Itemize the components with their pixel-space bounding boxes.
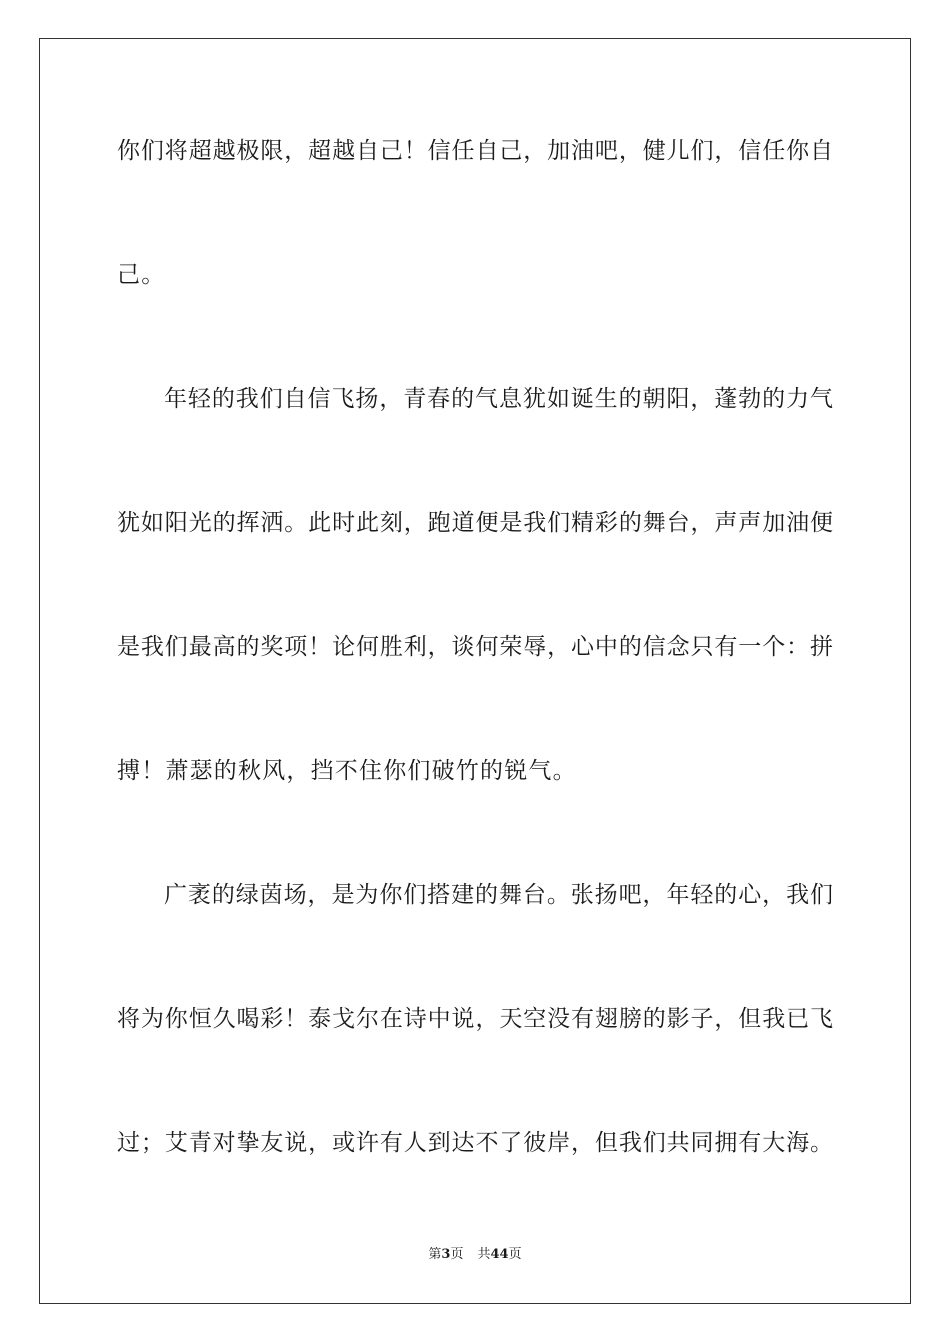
current-page-number: 3: [441, 1247, 451, 1262]
paragraph-2-line-3: 是我们最高的奖项！论何胜利，谈何荣辱，心中的信念只有一个：拼: [117, 634, 833, 660]
page-prefix: 第: [428, 1247, 442, 1262]
paragraph-3-line-2: 将为你恒久喝彩！泰戈尔在诗中说，天空没有翅膀的影子，但我已飞: [117, 1006, 833, 1032]
total-suffix: 页: [508, 1247, 522, 1262]
paragraph-2-line-1: 年轻的我们自信飞扬，青春的气息犹如诞生的朝阳，蓬勃的力气: [164, 386, 833, 412]
total-pages-number: 44: [490, 1247, 509, 1262]
total-prefix: 共: [477, 1247, 491, 1262]
paragraph-3-line-1: 广袤的绿茵场，是为你们搭建的舞台。张扬吧，年轻的心，我们: [164, 882, 833, 908]
page-border: [39, 38, 911, 1304]
paragraph-3-line-3: 过；艾青对挚友说，或许有人到达不了彼岸，但我们共同拥有大海。: [117, 1130, 833, 1156]
page-suffix: 页: [450, 1247, 464, 1262]
paragraph-2-line-4: 搏！萧瑟的秋风，挡不住你们破竹的锐气。: [117, 758, 577, 784]
paragraph-2-line-2: 犹如阳光的挥洒。此时此刻，跑道便是我们精彩的舞台，声声加油便: [117, 510, 833, 536]
page-footer: [0, 1246, 950, 1264]
text-line-2: 己。: [117, 262, 166, 288]
text-line-1: 你们将超越极限，超越自己！信任自己，加油吧，健儿们，信任你自: [117, 138, 833, 164]
